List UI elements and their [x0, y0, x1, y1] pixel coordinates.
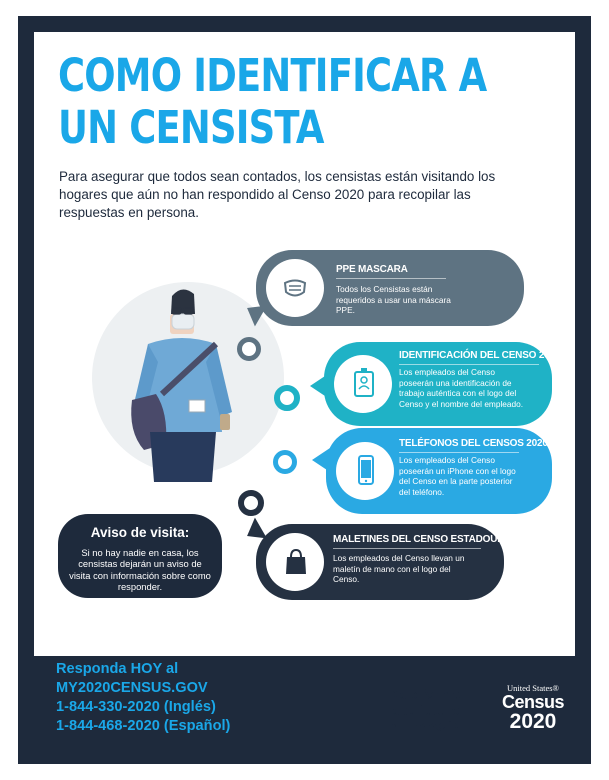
logo-census: Census: [501, 692, 565, 712]
tagline-block: [300, 686, 460, 731]
card-census-phone: [326, 428, 552, 514]
title-line-1: COMO IDENTIFICAR A: [58, 49, 487, 102]
card-divider: [333, 548, 481, 549]
mask-icon: [280, 273, 310, 303]
card-body: Los empleados del Censo poseerán un iPhone con el logo del Censo en la parte posterior del teléfono.: [399, 455, 516, 497]
card-title: MALETINES DEL CENSO ESTADOUNIDENSE: [333, 534, 541, 545]
card-icon-circle: [334, 355, 392, 413]
intro-paragraph: Para asegurar que todos sean contados, los censistas están visitando los hogares que aún no han respondido al Censo 2020 para recopilar las respuestas en persona.: [59, 169, 496, 220]
card-title: IDENTIFICACIÓN DEL CENSO 2020: [399, 350, 561, 361]
card-divider: [399, 364, 539, 365]
connector-dot-3: [273, 450, 297, 474]
connector-dot-1: [237, 337, 261, 361]
card-icon-circle: [266, 533, 324, 591]
id-badge-icon: [349, 367, 379, 399]
tagline-line-1: Dale forma: [387, 686, 460, 702]
visit-notice-title: Aviso de visita:: [90, 525, 190, 540]
card-body: Todos los Censistas están requeridos a usar una máscara PPE.: [336, 284, 451, 316]
census-2020-logo: [492, 684, 574, 732]
logo-united-states: United States®: [506, 683, 560, 693]
visit-notice-body: Si no hay nadie en casa, los censistas dejarán un aviso de visita con información sobre como responder.: [69, 547, 211, 593]
start-here-link[interactable]: EMPIEZA AQUÍ >: [383, 721, 460, 731]
website-link[interactable]: MY2020CENSUS.GOV: [56, 680, 208, 696]
card-icon-circle: [266, 259, 324, 317]
connector-dot-4: [238, 490, 264, 516]
card-census-bag: [256, 524, 541, 600]
respond-today-text: Responda HOY al: [56, 661, 179, 677]
title-line-2: UN CENSISTA: [58, 101, 324, 154]
card-icon-circle: [336, 442, 394, 500]
connector-dot-2: [274, 385, 300, 411]
footer-contact: [56, 660, 230, 736]
card-divider: [336, 278, 446, 279]
phone-spanish: 1-844-468-2020 (Español): [56, 718, 231, 734]
logo-year: 2020: [509, 710, 557, 733]
visit-notice-box: [58, 514, 222, 598]
page-title: [58, 49, 487, 154]
card-body: Los empleados del Censo llevan un maletín de mano con el logo del Censo.: [333, 553, 465, 585]
card-body: Los empleados del Censo poseerán una identificación de trabajo auténtica con el logo del Censo y el nombre del empleado.: [399, 367, 524, 409]
card-divider: [399, 452, 519, 453]
phone-english: 1-844-330-2020 (Inglés): [56, 699, 216, 715]
smartphone-icon: [351, 454, 381, 486]
card-ppe-mask: [256, 250, 524, 326]
tagline-line-2: a tu futuro: [390, 702, 460, 718]
card-title: PPE MASCARA: [336, 264, 408, 275]
card-census-id: [324, 342, 561, 426]
card-title: TELÉFONOS DEL CENSOS 2020: [399, 438, 548, 449]
handbag-icon: [281, 547, 311, 577]
